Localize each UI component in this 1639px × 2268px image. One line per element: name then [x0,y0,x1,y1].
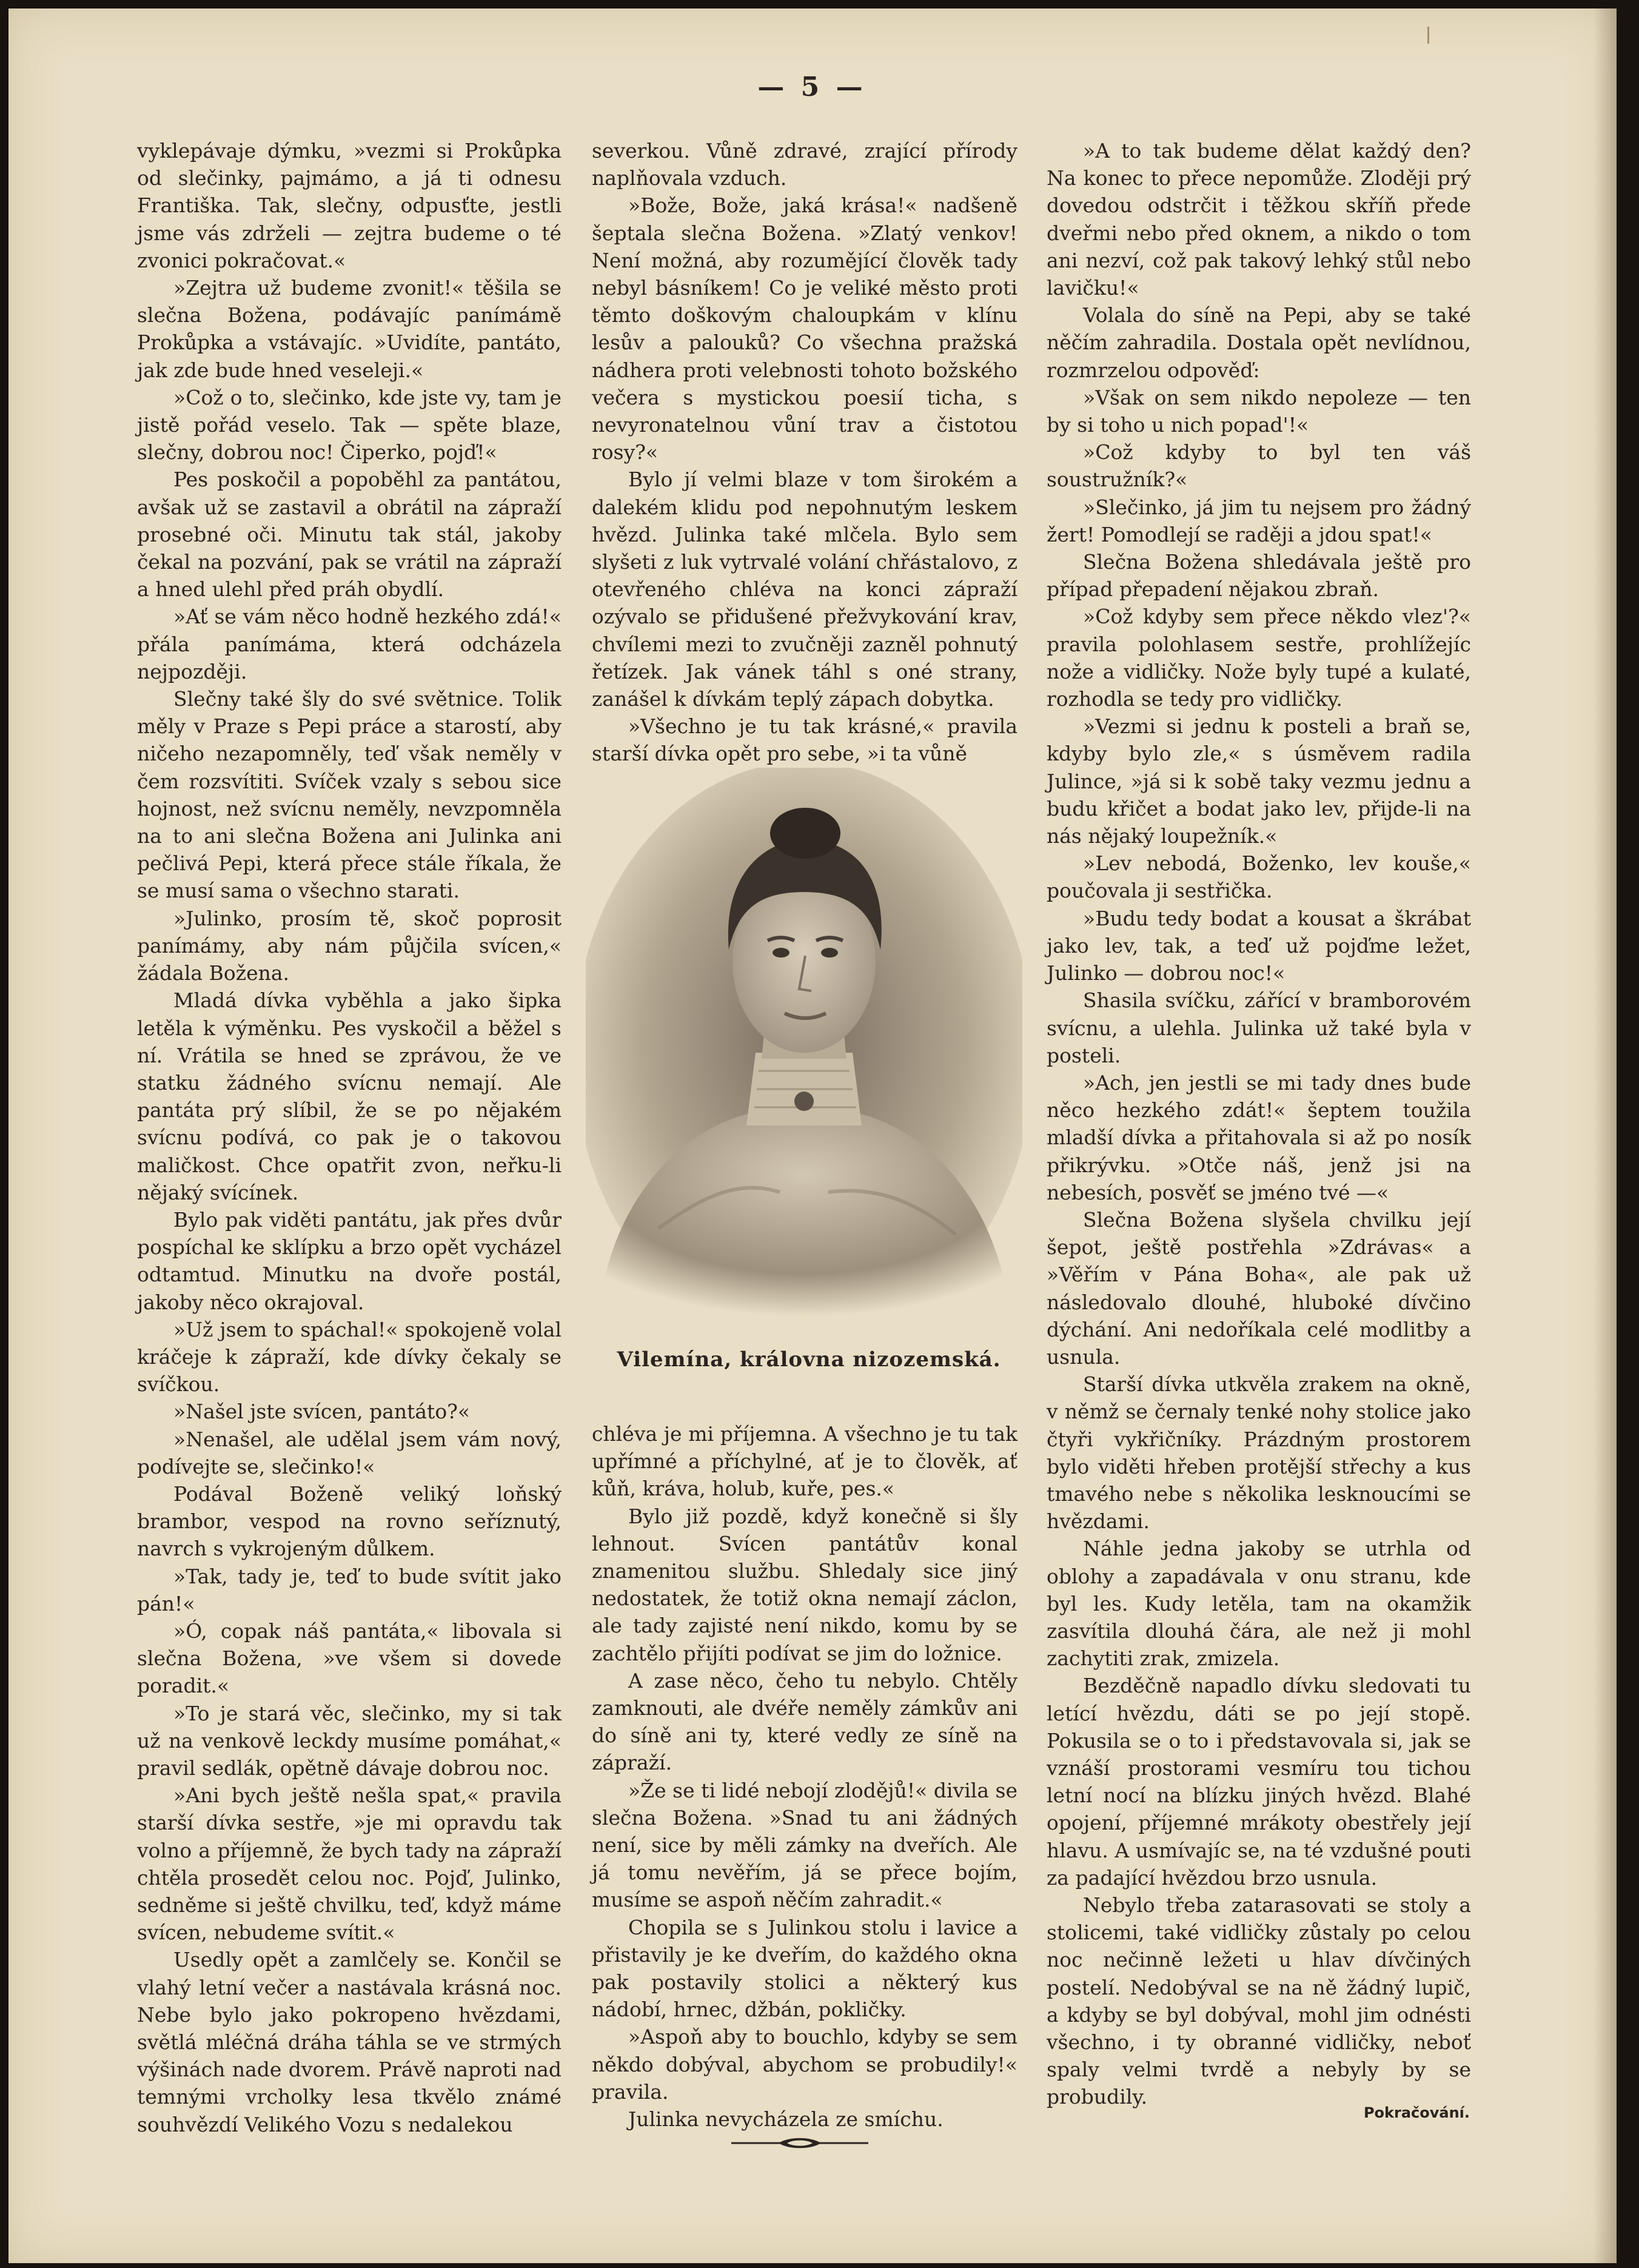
paragraph: »Budu tedy bodat a kousat a škrábat jako lev, tak, a teď už pojďme ležet, Julinko — dobrou noc!« [1047,906,1471,985]
paragraph: Slečna Božena slyšela chvilku její šepot, ještě postřehla »Zdrávas« a »Věřím v Pána Boha«, ale pak už následovalo dlouhé, hluboké dívčino dýchání. Ani nedoříkala celé modlitby a usnula. [1047,1207,1471,1369]
paragraph: Julinka nevycházela ze smíchu. [628,2107,944,2132]
paragraph: »Slečinko, já jim tu nejsem pro žádný žert! Pomodlejí se raději a jdou spat!« [1047,495,1471,546]
paragraph: A zase něco, čeho tu nebylo. Chtěly zamknouti, ale dvéře neměly zámkův ani do síně ani ty, které vedly ze síně na zápraží. [592,1668,1017,1775]
paragraph: Bezděčně napadlo dívku sledovati tu letící hvězdu, dáti se po její stopě. Pokusila se o to i představovala si, jak se vznáší prostorami vesmíru tou tichou letní nocí na blízku jiných hvězd. Blahé opojení, příjemné mrákoty obestřely její hlavu. A usmívajíc se, na té vzdušné pouti za padající hvězdou brzo usnula. [1047,1674,1471,1890]
paragraph: »Ať se vám něco hodně hezkého zdá!« přála panímáma, která odcházela nejpozději. [137,605,561,683]
paragraph: »Že se ti lidé nebojí zlodějů!« divila se slečna Božena. »Snad tu ani žádných není, sice by měli zámky na dveřích. Ale já tomu nevěřím, já se přece bojím, musíme se aspoň něčím zahradit.« [592,1778,1017,1912]
paragraph: Bylo jí velmi blaze v tom širokém a dalekém klidu pod nepohnutým leskem hvězd. Julinka také mlčela. Bylo sem slyšeti z luk vytrvalé volání chřástalovo, z otevřeného chléva na konci zápraží ozývalo se přidušené přežvykování krav, chvílemi mezi to zvučněji zazněl pohnutý řetízek. Jak vánek táhl s oné strany, zanášel k dívkám teplý zápach dobytka. [592,468,1017,711]
column-1 [137,137,561,2138]
paragraph: »Julinko, prosím tě, skoč poprosit panímámy, aby nám půjčila svícen,« žádala Božena. [137,906,561,985]
paragraph: Starší dívka utkvěla zrakem na okně, v němž se černaly tenké nohy stolice jako čtyři vykřičníky. Prázdným prostorem bylo viděti hřeben protější střechy a kus tmavého nebe s několika lesknoucími se hvězdami. [1047,1372,1471,1534]
newspaper-page [8,8,1617,2263]
figure-caption: Vilemína, královna nizozemská. [617,1347,1001,1372]
paragraph: »Ó, copak náš pantáta,« libovala si slečna Božena, »ve všem si dovede poradit.« [137,1619,561,1698]
paragraph: »Což kdyby to byl ten váš soustružník?« [1047,440,1471,492]
paragraph: »Vezmi si jednu k posteli a braň se, kdyby bylo zle,« s úsměvem radila Julince, »já si k sobě taky vezmu jednu a budu křičet a bodat jako lev, přijde-li na nás nějaký loupežník.« [1047,714,1471,848]
paragraph: chléva je mi příjemna. A všechno je tu tak upřímné a příchylné, ať je to člověk, ať kůň, kráva, holub, kuře, pes.« [592,1422,1017,1501]
paragraph: »Však on sem nikdo nepoleze — ten by si toho u nich popad'!« [1047,385,1471,437]
paragraph: »A to tak budeme dělat každý den? Na konec to přece nepomůže. Zloději prý dovedou odstrčit i těžkou skříň přede dveřmi nebo před oknem, a nikdo o tom ani nezví, což pak takový lehký stůl nebo lavičku!« [1047,139,1471,300]
paragraph: Nebylo třeba zatarasovati se stoly a stolicemi, také vidličky zůstaly po celou noc nečinně ležeti u hlav dívčiných postelí. Nedobýval se na ně žádný lupič, a kdyby se byl dobýval, mohl jim odnésti všechno, i ty obranné vidličky, neboť spaly velmi tvrdě a nebyly by se probudily. [1047,1893,1471,2109]
paragraph: Slečny také šly do své světnice. Tolik měly v Praze s Pepi práce a starostí, aby ničeho nezapomněly, teď však neměly v čem rozsvítiti. Svíček vzaly s sebou sice hojnost, než svícnu neměly, nevzpomněla na to ani slečna Božena ani Julinka ani pečlivá Pepi, která přece stále říkala, že se musí sama o všechno starati. [137,687,561,903]
page-number: — 5 — [757,72,866,102]
paragraph: »Ani bych ještě nešla spat,« pravila starší dívka sestře, »je mi opravdu tak volno a příjemně, že bych tady na zápraží chtěla prosedět celou noc. Pojď, Julinko, sedněme si ještě chvilku, teď, když máme svícen, nebudeme svítit.« [137,1783,561,1945]
paragraph: »Lev nebodá, Boženko, lev kouše,« poučovala ji sestřička. [1047,851,1471,903]
paragraph: Náhle jedna jakoby se utrhla od oblohy a zapadávala v onu stranu, kde byl les. Kudy letěla, tam na okamžik zasvítila dlouhá čára, ale než ji mohl zachytiti zrak, zmizela. [1047,1537,1471,1671]
paragraph: severkou. Vůně zdravé, zrající přírody naplňovala vzduch. [592,139,1017,190]
page-edge-shadow [1594,8,1617,2263]
paragraph: »Aspoň aby to bouchlo, kdyby se sem někdo dobýval, abychom se probudily!« pravila. [592,2025,1017,2104]
paragraph: »To je stará věc, slečinko, my si tak už na venkově leckdy musíme pomáhat,« pravil sedlák, opětně dávaje dobrou noc. [137,1701,561,1780]
paragraph: Mladá dívka vyběhla a jako šipka letěla k výměnku. Pes vyskočil a běžel s ní. Vrátila se hned se zprávou, že ve statku žádného svícnu nemají. Ale pantáta prý slíbil, že se po nějakém svícnu podívá, co pak je o takovou maličkost. Chce opatřit zvon, neřku-li nějaký svícínek. [137,988,561,1204]
paragraph: Pes poskočil a popoběhl za pantátou, avšak už se zastavil a obrátil na zápraží prosebné oči. Minutu tak stál, jakoby čekal na pozvání, pak se vrátil na zápraží a hned ulehl před práh obydlí. [137,468,561,602]
paragraph: »Což o to, slečinko, kde jste vy, tam je jistě pořád veselo. Tak — spěte blaze, slečny, dobrou noc! Čiperko, pojď!« [137,385,561,465]
paragraph: »Tak, tady je, teď to bude svítit jako pán!« [137,1564,561,1615]
paragraph: Chopila se s Julinkou stolu i lavice a přistavily je ke dveřím, do každého okna pak postavily stolici a některý kus nádobí, hrnec, džbán, pokličky. [592,1915,1017,2022]
paragraph: »Zejtra už budeme zvonit!« těšila se slečna Božena, podávajíc panímámě Prokůpka a vstávajíc. »Uvidíte, pantáto, jak zde bude hned veseleji.« [137,276,561,382]
paragraph: »Bože, Bože, jaká krása!« nadšeně šeptala slečna Božena. »Zlatý venkov! Není možná, aby rozumějící člověk tady nebyl básníkem! Co je veliké město proti těmto doškovým chaloupkám v klínu lesův a palouků? Co všechna pražská nádhera proti velebnosti tohoto božského večera s mystickou poesií ticha, s nevyronatelnou vůní trav a čistotou rosy?« [592,193,1017,465]
paragraph: Bylo již pozdě, když konečně si šly lehnout. Svícen pantátův konal znamenitou službu. Shledaly sice jiný nedostatek, že totiž okna nemají záclon, ale tady zajisté není nikdo, komu by se zachtělo přijíti podívat se jim do ložnice. [592,1504,1017,1665]
paragraph: »Našel jste svícen, pantáto?« [173,1400,471,1424]
paragraph: Usedly opět a zamlčely se. Končil se vlahý letní večer a nastávala krásná noc. Nebe bylo jako pokropeno hvězdami, světlá mléčná dráha táhla se ve strmých výšinách nade dvorem. Právě naproti nad temnými vrcholky lesa tkvělo známé souhvězdí Velikého Vozu s nedalekou [137,1948,561,2136]
paragraph: Volala do síně na Pepi, aby se také něčím zahradila. Dostala opět nevlídnou, rozmrzelou odpověď: [1047,303,1471,382]
paragraph: »Všechno je tu tak krásné,« pravila starší dívka opět pro sebe, »i ta vůně [592,714,1017,766]
paragraph: »Nenašel, ale udělal jsem vám nový, podívejte se, slečinko!« [137,1427,561,1478]
paragraph: Slečna Božena shledávala ještě pro případ přepadení nějakou zbraň. [1047,550,1471,602]
column-2-bottom [592,1420,1017,2133]
portrait-image [586,768,1022,1317]
paragraph: »Což kdyby sem přece někdo vlez'?« pravila polohlasem sestře, prohlížejíc nože a vidličky. Nože byly tupé a kulaté, rozhodla se tedy pro vidličky. [1047,605,1471,711]
paper-tear [1427,27,1429,44]
paragraph: vyklepávaje dýmku, »vezmi si Prokůpka od slečinky, pajmámo, a já ti odnesu Františka. Tak, slečny, odpusťte, jestli jsme vás zdrželi — zejtra budeme o té zvonici pokračovat.« [137,139,561,272]
paragraph: Bylo pak viděti pantátu, jak přes dvůr pospíchal ke sklípku a brzo opět vycházel odtamtud. Minutku na dvoře postál, jakoby něco okrajoval. [137,1207,561,1314]
continued-label: Pokračování. [1363,2104,1470,2121]
paragraph: »Už jsem to spáchal!« spokojeně volal kráčeje k zápraží, kde dívky čekaly se svíčkou. [137,1317,561,1397]
column-3 [1047,137,1471,2111]
column-2-top [592,137,1017,768]
paragraph: Shasila svíčku, zářící v bramborovém svícnu, a ulehla. Julinka už také byla v posteli. [1047,988,1471,1067]
section-end-ornament [731,2135,868,2151]
paragraph: »Ach, jen jestli se mi tady dnes bude něco hezkého zdát!« šeptem toužila mladší dívka a přitahovala si až po nosík přikrývku. »Otče náš, jenž jsi na nebesích, posvěť se jméno tvé —« [1047,1070,1471,1204]
paragraph: Podával Boženě veliký loňský brambor, vespod na rovno seříznutý, navrch s vykrojeným důlkem. [137,1481,561,1561]
